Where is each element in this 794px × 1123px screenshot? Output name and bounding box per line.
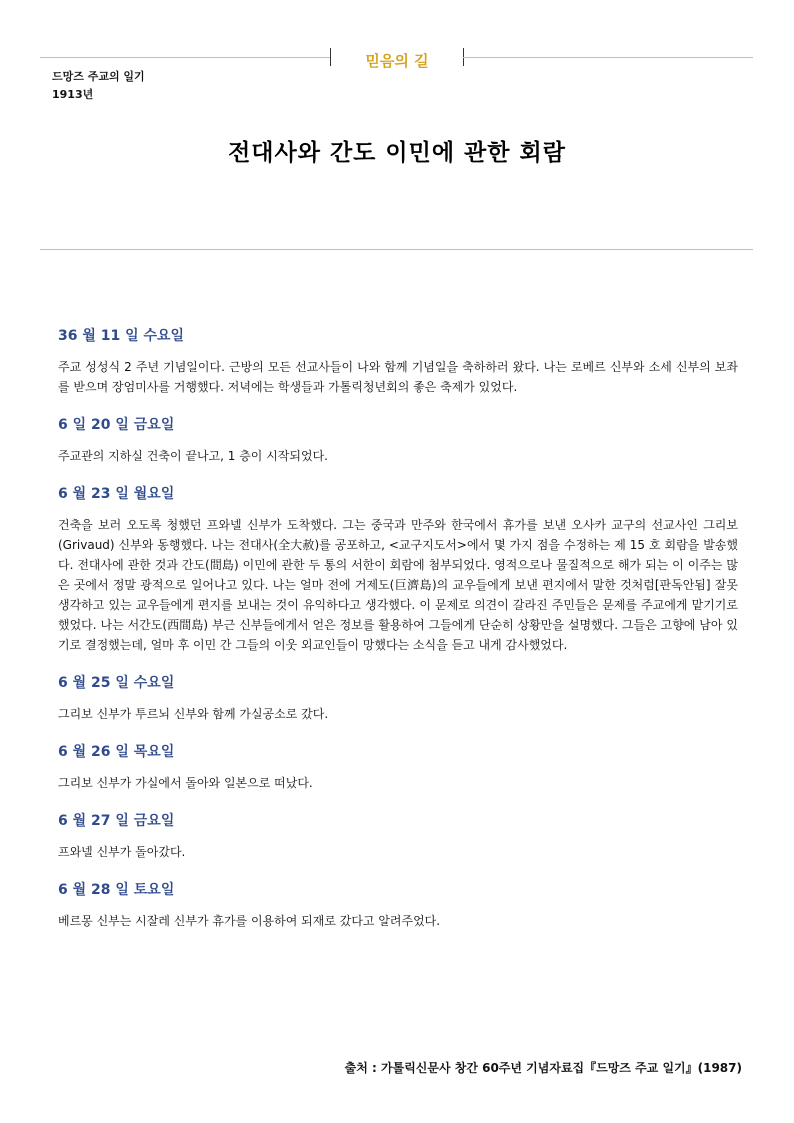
entry-text: 건축을 보러 오도록 청했던 프와넬 신부가 도착했다. 그는 중국과 만주와 한국에서 휴가를 보낸 오사카 교구의 선교사인 그리보(Grivaud) 신부와 동행했다. 나는 전대사(全大赦)를 공포하고, <교구지도서>에서 몇 가지 점을 수정하는 제 15 호 회람을 발송했다. 전대사에 관한 것과 간도(間島) 이민에 관한 두 통의 서한이 회람에 첨부되었다. 영적으로나 물질적으로 해가 되는 이 이주는 많은 곳에서 정말 광적으로 일어나고 있다. 나는 얼마 전에 거제도(巨濟島)의 교우들에게 보낸 편지에서 말한 것처럼[판독안됨] 잘못 생각하고 있는 교우들에게 편지를 보내는 것이 유익하다고 생각했다. 이 문제로 의견이 갈라진 주민들은 문제를 주교에게 맡기기로 했었다. 나는 서간도(西間島) 부근 신부들에게서 얻은 정보를 활용하여 그들에게 단순히 상황만을 설명했다. 그들은 고향에 남아 있기로 결정했는데, 얼마 후 이민 간 그들의 이웃 외교인들이 망했다는 소식을 듣고 내게 감사했었다. (58, 518, 738, 652)
entry-text: 주교관의 지하실 건축이 끝나고, 1 층이 시작되었다. (58, 449, 328, 463)
entry-date: 36 월 11 일 수요일 (58, 328, 185, 344)
page-title: 전대사와 간도 이민에 관한 회람 (228, 140, 566, 166)
entry-date: 6 월 27 일 금요일 (58, 813, 175, 829)
series-title: 드망즈 주교의 일기 (52, 70, 145, 83)
entry-text: 그리보 신부가 가실에서 돌아와 일본으로 떠났다. (58, 776, 313, 790)
header-divider-left (330, 48, 331, 66)
entry-date: 6 일 20 일 금요일 (58, 417, 175, 433)
entry-date: 6 월 23 일 월요일 (58, 486, 175, 502)
diary-entry (58, 326, 738, 397)
entry-text: 주교 성성식 2 주년 기념일이다. 근방의 모든 선교사들이 나와 함께 기념일을 축하하러 왔다. 나는 로베르 신부와 소세 신부의 보좌를 받으며 장엄미사를 거행했다. 저녁에는 학생들과 가톨릭청년회의 좋은 축제가 있었다. (58, 360, 738, 394)
diary-meta (52, 68, 145, 104)
entry-date: 6 월 25 일 수요일 (58, 675, 175, 691)
section-label: 믿음의 길 (365, 52, 429, 70)
entry-date: 6 월 26 일 목요일 (58, 744, 175, 760)
diary-entry (58, 415, 738, 466)
diary-entry (58, 673, 738, 724)
title-rule (40, 249, 753, 250)
entry-date: 6 월 28 일 토요일 (58, 882, 175, 898)
diary-entry (58, 811, 738, 862)
entry-text: 베르몽 신부는 시잘레 신부가 휴가를 이용하여 되재로 갔다고 알려주었다. (58, 914, 441, 928)
diary-entry (58, 484, 738, 655)
header-rule-left (40, 57, 330, 58)
entry-text: 프와넬 신부가 돌아갔다. (58, 845, 186, 859)
header-rule-right (463, 57, 753, 58)
year-label: 1913년 (52, 88, 94, 101)
diary-entry (58, 880, 738, 931)
entry-text: 그리보 신부가 투르뇌 신부와 함께 가실공소로 갔다. (58, 707, 329, 721)
diary-entries (58, 326, 738, 949)
source-citation: 출처 : 가톨릭신문사 창간 60주년 기념자료집『드망즈 주교 일기』(1987) (344, 1061, 742, 1075)
diary-entry (58, 742, 738, 793)
